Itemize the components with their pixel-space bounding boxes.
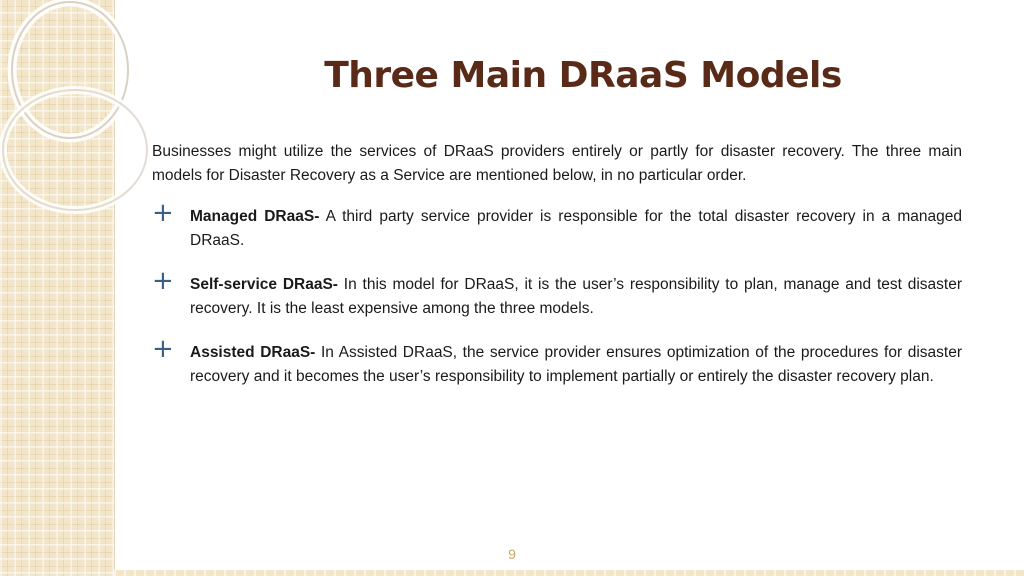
plus-icon: + — [152, 266, 174, 296]
decorative-bottom-strip — [114, 570, 1024, 576]
plus-icon: + — [152, 198, 174, 228]
bullet-text: In this model for DRaaS, it is the user’s responsibility to plan, manage and test disaster recovery. It is the least expensive among the three models. — [190, 276, 963, 317]
bullet-managed-draas — [152, 198, 962, 253]
bullet-text: A third party service provider is responsible for the total disaster recovery in a managed DRaaS. — [190, 208, 962, 249]
intro-paragraph: Businesses might utilize the services of DRaaS providers entirely or partly for disaster recovery. The three main models for Disaster Recovery as a Service are mentioned below, in no particular order. — [152, 143, 962, 184]
slide-title: Three Main DRaaS Models — [324, 55, 842, 96]
bullet-text: In Assisted DRaaS, the service provider ensures optimization of the procedures for disaster recovery and it becomes the user’s responsibility to implement partially or entirely the disaster recovery plan. — [190, 344, 962, 385]
page-number: 9 — [508, 546, 516, 562]
bullet-self-service-draas — [152, 266, 963, 321]
slide-body — [152, 140, 962, 409]
plus-icon: + — [152, 334, 174, 364]
bullet-term: Assisted DRaaS- — [190, 344, 316, 361]
bullet-assisted-draas — [152, 334, 962, 389]
bullet-term: Managed DRaaS- — [190, 208, 320, 225]
bullet-term: Self-service DRaaS- — [190, 276, 338, 293]
